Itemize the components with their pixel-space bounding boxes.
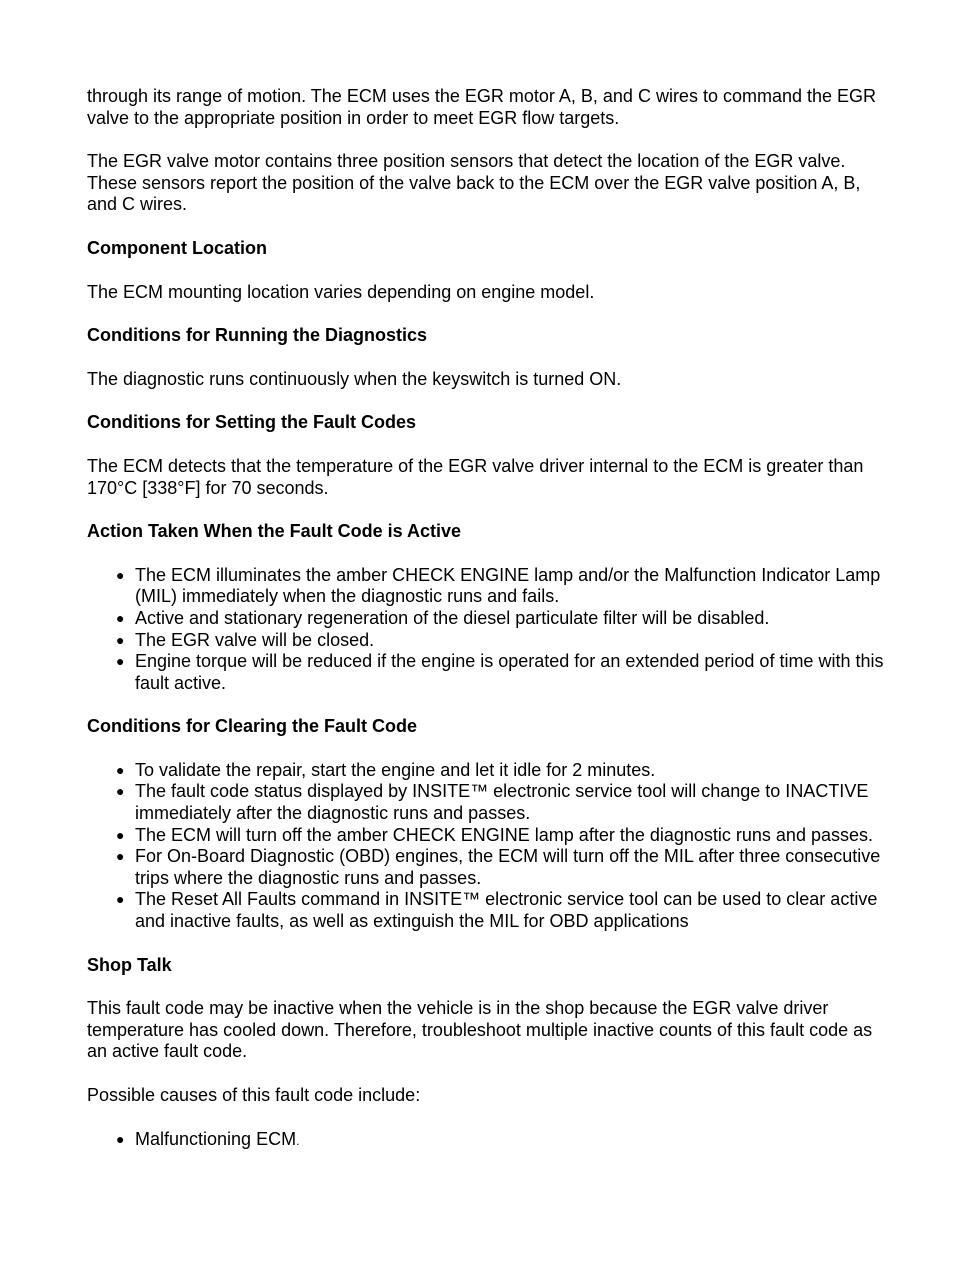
document-page <box>87 86 887 1174</box>
causes-intro: Possible causes of this fault code include: <box>87 1085 421 1105</box>
list-item <box>116 1128 887 1153</box>
bullet-icon: ● <box>116 653 125 670</box>
bullet-icon: ● <box>116 609 125 626</box>
bullet-icon: ● <box>116 566 125 583</box>
list-item <box>116 781 887 824</box>
component-location-text: The ECM mounting location varies depending on engine model. <box>87 281 595 302</box>
clearing-conditions-list <box>87 760 887 933</box>
bullet-icon: ● <box>116 1130 125 1147</box>
shop-talk-text: This fault code may be inactive when the vehicle is in the shop because the EGR valve driver temperature has cooled down. Therefore, troubleshoot multiple inactive counts of this fault code as an active fault code. <box>87 998 873 1062</box>
setting-conditions-heading: Conditions for Setting the Fault Codes <box>87 412 416 433</box>
bullet-icon: ● <box>116 783 125 800</box>
bullet-icon: ● <box>116 891 125 908</box>
clearing-conditions-heading: Conditions for Clearing the Fault Code <box>87 716 417 737</box>
list-item <box>116 629 887 652</box>
component-location-heading: Component Location <box>87 237 267 258</box>
list-item <box>116 889 887 932</box>
causes-list <box>87 1129 887 1153</box>
list-item-text: The ECM will turn off the amber CHECK ENGINE lamp after the diagnostic runs and passes. <box>135 824 873 845</box>
intro-paragraph-2: The EGR valve motor contains three position sensors that detect the location of the EGR valve. These sensors report the position of the valve back to the ECM over the EGR valve position A, B, and C wires. <box>87 151 861 215</box>
list-item-text: The Reset All Faults command in INSITE™ electronic service tool can be used to clear active and inactive faults, as well as extinguish the MIL for OBD applications <box>135 889 878 932</box>
intro-paragraph-1: through its range of motion. The ECM uses the EGR motor A, B, and C wires to command the EGR valve to the appropriate position in order to meet EGR flow targets. <box>87 86 877 128</box>
list-item-text: The EGR valve will be closed. <box>135 629 375 650</box>
list-item-text: The ECM illuminates the amber CHECK ENGINE lamp and/or the Malfunction Indicator Lamp (MIL) immediately when the diagnostic runs and fails. <box>135 564 881 607</box>
list-item-text: For On-Board Diagnostic (OBD) engines, the ECM will turn off the MIL after three consecutive trips where the diagnostic runs and passes. <box>135 846 881 888</box>
action-taken-list <box>87 565 887 695</box>
bullet-icon: ● <box>116 848 125 865</box>
shop-talk-heading: Shop Talk <box>87 954 172 975</box>
list-item <box>116 824 887 847</box>
trailing-period: . <box>296 1133 300 1148</box>
list-item-text: Malfunctioning ECM <box>135 1128 297 1149</box>
list-item <box>116 651 887 694</box>
list-item <box>116 607 887 630</box>
bullet-icon: ● <box>116 826 125 843</box>
list-item-text: The fault code status displayed by INSITE™ electronic service tool will change to INACTIVE immediately after the diagnostic runs and passes. <box>135 781 869 824</box>
bullet-icon: ● <box>116 761 125 778</box>
action-taken-heading: Action Taken When the Fault Code is Active <box>87 521 462 542</box>
list-item <box>116 759 887 782</box>
list-item-text: To validate the repair, start the engine and let it idle for 2 minutes. <box>135 759 656 780</box>
running-conditions-text: The diagnostic runs continuously when the keyswitch is turned ON. <box>87 368 622 389</box>
bullet-icon: ● <box>116 631 125 648</box>
list-item <box>116 846 887 889</box>
list-item-text: Engine torque will be reduced if the engine is operated for an extended period of time with this fault active. <box>135 651 884 693</box>
setting-conditions-text: The ECM detects that the temperature of the EGR valve driver internal to the ECM is greater than 170°C [338°F] for 70 seconds. <box>87 455 864 498</box>
list-item-text: Active and stationary regeneration of the diesel particulate filter will be disabled. <box>135 607 770 628</box>
running-conditions-heading: Conditions for Running the Diagnostics <box>87 325 427 346</box>
list-item <box>116 564 887 608</box>
